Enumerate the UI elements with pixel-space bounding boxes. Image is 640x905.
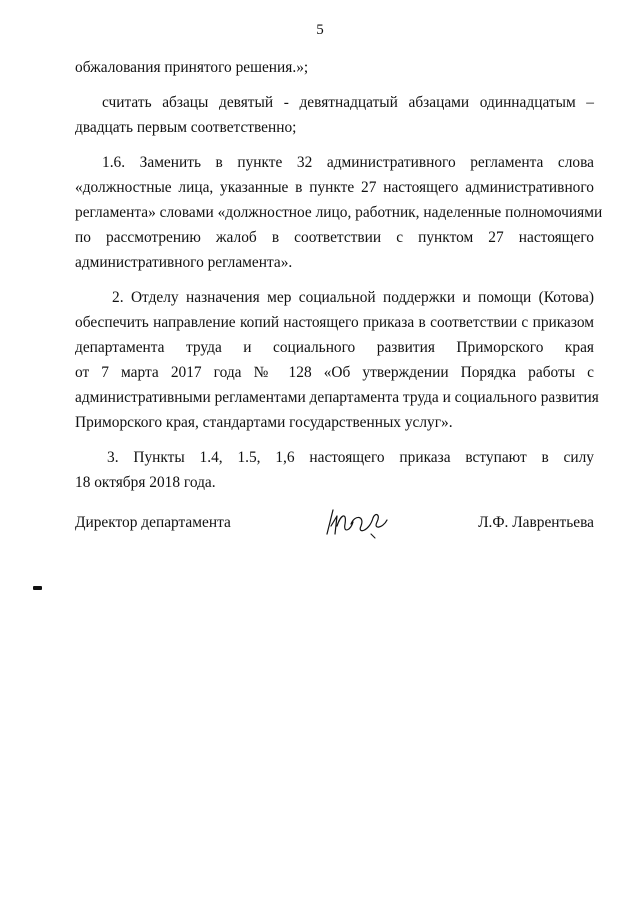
text-line: «должностные лица, указанные в пункте 27 настоящего административного [75, 179, 594, 196]
text-line: департамента труда и социального развития Приморского края [75, 339, 594, 356]
text-line: 2. Отделу назначения мер социальной поддержки и помощи (Котова) [112, 289, 594, 306]
signatory-title: Директор департамента [75, 514, 231, 531]
signature-block [75, 508, 594, 548]
paragraph-3-effective [75, 445, 594, 495]
text-line: по рассмотрению жалоб в соответствии с пунктом 27 настоящего [75, 229, 594, 246]
text-line: 18 октября 2018 года. [75, 474, 216, 491]
paragraph-1 [75, 55, 594, 80]
paragraph-1-6 [75, 150, 603, 275]
text-line: Приморского края, стандартами государственных услуг». [75, 414, 453, 431]
scan-artifact [33, 586, 42, 590]
text-line: 1.6. Заменить в пункте 32 административного регламента слова [102, 154, 594, 171]
paragraph-2 [75, 90, 594, 140]
text-line: двадцать первым соответственно; [75, 119, 297, 136]
signatory-name: Л.Ф. Лаврентьева [478, 514, 594, 531]
text-line: обжалования принятого решения.»; [75, 59, 309, 76]
handwritten-signature [321, 504, 393, 544]
text-line: административного регламента». [75, 254, 293, 271]
text-line: считать абзацы девятый - девятнадцатый абзацами одиннадцатым – [102, 94, 594, 111]
text-line: 3. Пункты 1.4, 1.5, 1,6 настоящего приказа вступают в силу [107, 449, 594, 466]
text-line: регламента» словами «должностное лицо, работник, наделенные полномочиями [75, 204, 603, 221]
text-line: от 7 марта 2017 года № 128 «Об утверждении Порядка работы с [75, 364, 594, 381]
paragraph-2-order [75, 285, 599, 435]
page-number: 5 [316, 22, 324, 38]
text-line: административными регламентами департамента труда и социального развития [75, 389, 599, 406]
document-body [75, 55, 603, 495]
text-line: обеспечить направление копий настоящего приказа в соответствии с приказом [75, 314, 594, 331]
